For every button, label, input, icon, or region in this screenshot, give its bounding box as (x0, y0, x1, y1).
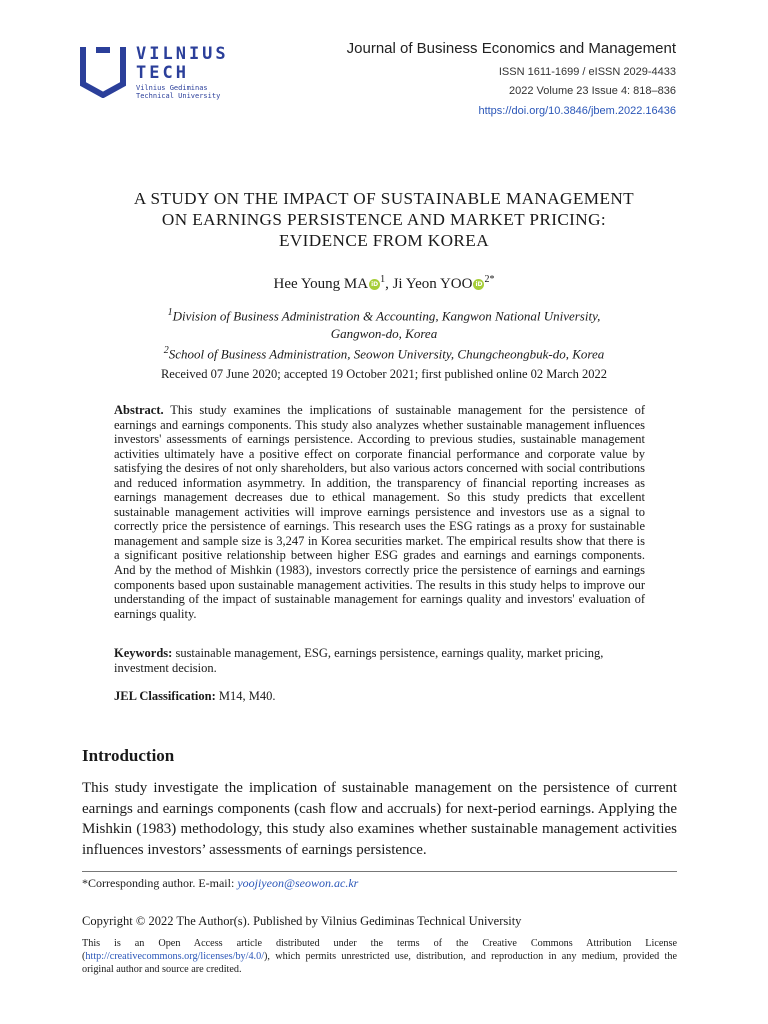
affiliation-1 (120, 304, 648, 325)
journal-info (347, 40, 676, 121)
title-line-3: EVIDENCE FROM KOREA (278, 231, 490, 250)
abstract (114, 403, 645, 621)
affiliation-1-mark: 1 (167, 307, 173, 318)
corresponding-author-note (82, 876, 358, 891)
introduction-heading: Introduction (82, 746, 175, 765)
author-2-affiliation-mark: 2* (484, 274, 495, 285)
keywords (114, 646, 645, 676)
logo-word-tech: TECH (136, 63, 189, 83)
author-list (0, 274, 768, 293)
affiliation-2-text: School of Business Administration, Seowon University, Chungcheongbuk-do, Korea (168, 346, 605, 362)
author-separator: , (385, 276, 393, 292)
university-logo (80, 44, 250, 100)
paper-title (90, 188, 678, 251)
license-text-after: ), which permits unrestricted use, distribution, and reproduction in any medium, provided the original author and source are credited. (82, 951, 677, 975)
affiliation-1-line-2: Gangwon-do, Korea (330, 325, 438, 341)
logo-word-vilnius: VILNIUS (136, 44, 229, 64)
orcid-icon[interactable]: iD (371, 281, 379, 288)
logo-subtitle-line1: Vilnius Gediminas (136, 84, 208, 92)
introduction-paragraph: This study investigate the implication of sustainable management on the persistence of current earnings and earnings components (cash flow and accruals) for next-period earnings. Applying the Mishkin (1983) methodology, this study also examines whether sustainable management activities influences investors’ assessments of earnings persistence. (82, 780, 677, 858)
abstract-text: This study examines the implications of sustainable management for the persistence of earnings and earnings components. This study also analyzes whether sustainable management influences investors' assessments of earnings persistence. According to previous studies, sustainable management activities ultimately have a positive effect on corporate financial performance and corporate value by satisfying the desires of not only shareholders, but also various actors concerned with social contributions and reduced information asymmetry. In addition, the transparency of financial reporting increases as earnings management decreases due to ethical management. So this study predicts that excellent sustainable management activities will improve earnings persistence and investors use as a signal to correctly price the persistence of earnings. This research uses the ESG ratings as a proxy for sustainable management and sample size is 3,247 in Korea securities market. The empirical results show that there is a significant positive relationship between higher ESG grades and earnings and earnings components. And by the method of Mishkin (1983), investors correctly price the persistence of earnings and earnings components based upon sustainable management activities. The results in this study helps to improve our understanding of the impact of sustainable management for earnings quality and investors' evaluation of earnings quality. (114, 403, 645, 621)
jel-label: JEL Classification: (114, 689, 216, 703)
keywords-label: Keywords: (114, 646, 173, 660)
title-line-2: ON EARNINGS PERSISTENCE AND MARKET PRICING: (161, 210, 607, 229)
journal-issn: ISSN 1611-1699 / eISSN 2029-4433 (498, 66, 676, 78)
doi-link[interactable]: https://doi.org/10.3846/jbem.2022.16436 (478, 105, 676, 117)
license-link[interactable]: http://creativecommons.org/licenses/by/4.0/ (85, 951, 265, 962)
corresponding-author-label: *Corresponding author. E-mail: (82, 876, 235, 890)
logo-subtitle-line2: Technical University (136, 92, 221, 100)
received-dates: Received 07 June 2020; accepted 19 October 2021; first published online 02 March 2022 (160, 367, 608, 381)
footnote-divider (82, 871, 677, 872)
vilnius-tech-logo-mark (80, 44, 126, 98)
abstract-label: Abstract. (114, 403, 164, 417)
affiliation-2-mark: 2 (163, 345, 169, 357)
orcid-icon[interactable]: iD (475, 281, 483, 288)
author-2-name: Ji Yeon YOO (392, 276, 473, 292)
affiliation-2 (120, 342, 648, 363)
affiliation-1-line-1: Division of Business Administration & Accounting, Kangwon National University, (172, 308, 601, 324)
journal-name: Journal of Business Economics and Management (346, 40, 676, 57)
jel-classification (114, 689, 645, 704)
corresponding-email-link[interactable]: yoojiyeon@seowon.ac.kr (237, 876, 359, 890)
author-1-name: Hee Young MA (273, 276, 369, 292)
license-notice (82, 937, 677, 976)
author-1-affiliation-mark: 1 (380, 274, 386, 285)
journal-volume: 2022 Volume 23 Issue 4: 818–836 (509, 85, 676, 97)
keywords-text: sustainable management, ESG, earnings persistence, earnings quality, market pricing, investment decision. (114, 646, 604, 675)
title-line-1: A STUDY ON THE IMPACT OF SUSTAINABLE MANAGEMENT (133, 189, 635, 208)
copyright-notice: Copyright © 2022 The Author(s). Published by Vilnius Gediminas Technical University (82, 914, 522, 928)
license-text-before: This is an Open Access article distributed under the terms of the Creative Commons Attribution License ( (82, 938, 677, 962)
affiliations (120, 304, 648, 363)
jel-text: M14, M40. (218, 689, 276, 703)
